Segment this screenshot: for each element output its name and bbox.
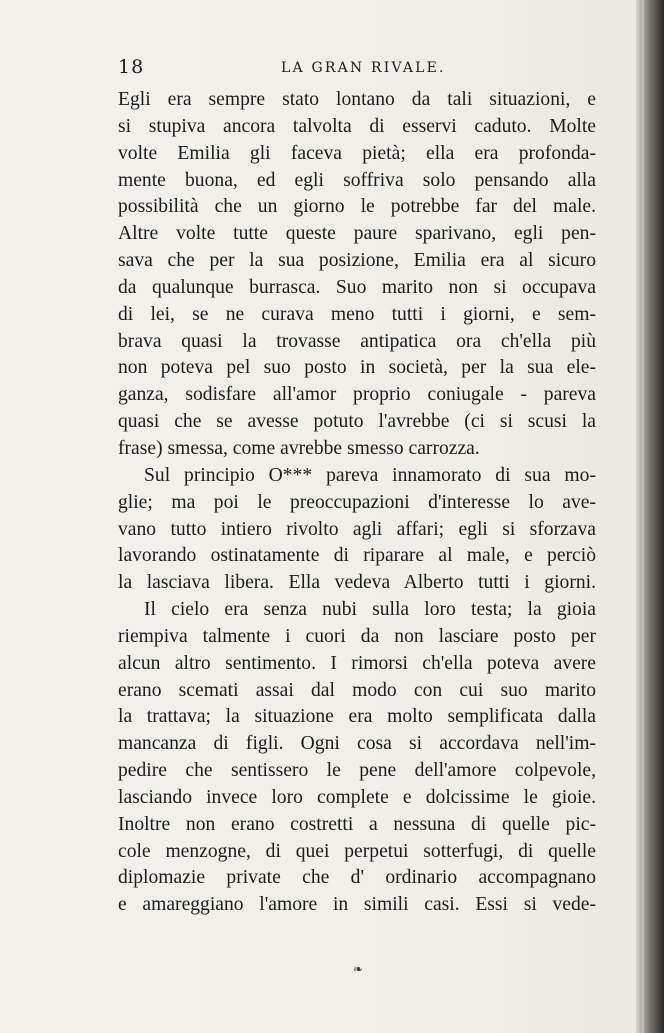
text-line: si stupiva ancora talvolta di esservi caduto. Molte	[118, 115, 596, 137]
paragraph-start-line: Sul principio O*** pareva innamorato di sua mo-	[144, 464, 596, 486]
text-line: diplomazie private che d' ordinario accompagnano	[118, 867, 596, 889]
text-line: lasciando invece loro complete e dolcissime le gioie.	[118, 786, 596, 808]
text-line: glie; ma poi le preoccupazioni d'interesse lo ave-	[118, 491, 596, 513]
text-line: sava che per la sua posizione, Emilia era al sicuro	[118, 250, 596, 272]
running-title: LA GRAN RIVALE.	[281, 60, 446, 76]
text-line: Inoltre non erano costretti a nessuna di quelle pic-	[118, 813, 596, 835]
text-line: cole menzogne, di quei perpetui sotterfugi, di quelle	[118, 840, 596, 862]
text-line: possibilità che un giorno le potrebbe far del male.	[118, 196, 596, 218]
text-line: Altre volte tutte queste paure sparivano, egli pen-	[118, 223, 596, 245]
body-text	[118, 87, 596, 919]
paragraph-end-line: frase) smessa, come avrebbe smesso carrozza.	[118, 437, 480, 459]
text-line: ganza, sodisfare all'amor proprio coniugale - pareva	[118, 384, 596, 406]
text-line: mente buona, ed egli soffriva solo pensando alla	[118, 169, 596, 191]
page-number: 18	[118, 56, 145, 78]
paragraph-start-line: Il cielo era senza nubi sulla loro testa; la gioia	[144, 599, 596, 621]
text-line: vano tutto intiero rivolto agli affari; egli si sforzava	[118, 518, 596, 540]
text-line: lavorando ostinatamente di riparare al male, e perciò	[118, 545, 596, 567]
text-line: volte Emilia gli faceva pietà; ella era profonda-	[118, 142, 596, 164]
text-line: mancanza di figli. Ogni cosa si accordava nell'im-	[118, 733, 596, 755]
text-line: e amareggiano l'amore in simili casi. Essi si vede-	[118, 894, 596, 916]
page-edge-shadow	[636, 0, 664, 1033]
text-line: da qualunque burrasca. Suo marito non si occupava	[118, 276, 596, 298]
page-header	[118, 56, 598, 82]
text-line: quasi che se avesse potuto l'avrebbe (ci si scusi la	[118, 411, 596, 433]
printer-ornament: ❧	[353, 962, 364, 976]
paragraph-end-line: la lasciava libera. Ella vedeva Alberto tutti i giorni.	[118, 572, 596, 594]
text-line: brava quasi la trovasse antipatica ora ch'ella più	[118, 330, 596, 352]
text-line: pedire che sentissero le pene dell'amore colpevole,	[118, 760, 596, 782]
text-line: riempiva talmente i cuori da non lasciare posto per	[118, 625, 596, 647]
text-line: Egli era sempre stato lontano da tali situazioni, e	[118, 89, 596, 110]
text-line: la trattava; la situazione era molto semplificata dalla	[118, 706, 596, 728]
text-line: erano scemati assai dal modo con cui suo marito	[118, 679, 596, 701]
text-line: alcun altro sentimento. I rimorsi ch'ella poteva avere	[118, 652, 596, 674]
text-line: di lei, se ne curava meno tutti i giorni, e sem-	[118, 303, 596, 325]
text-line: non poteva pel suo posto in società, per la sua ele-	[118, 357, 596, 379]
